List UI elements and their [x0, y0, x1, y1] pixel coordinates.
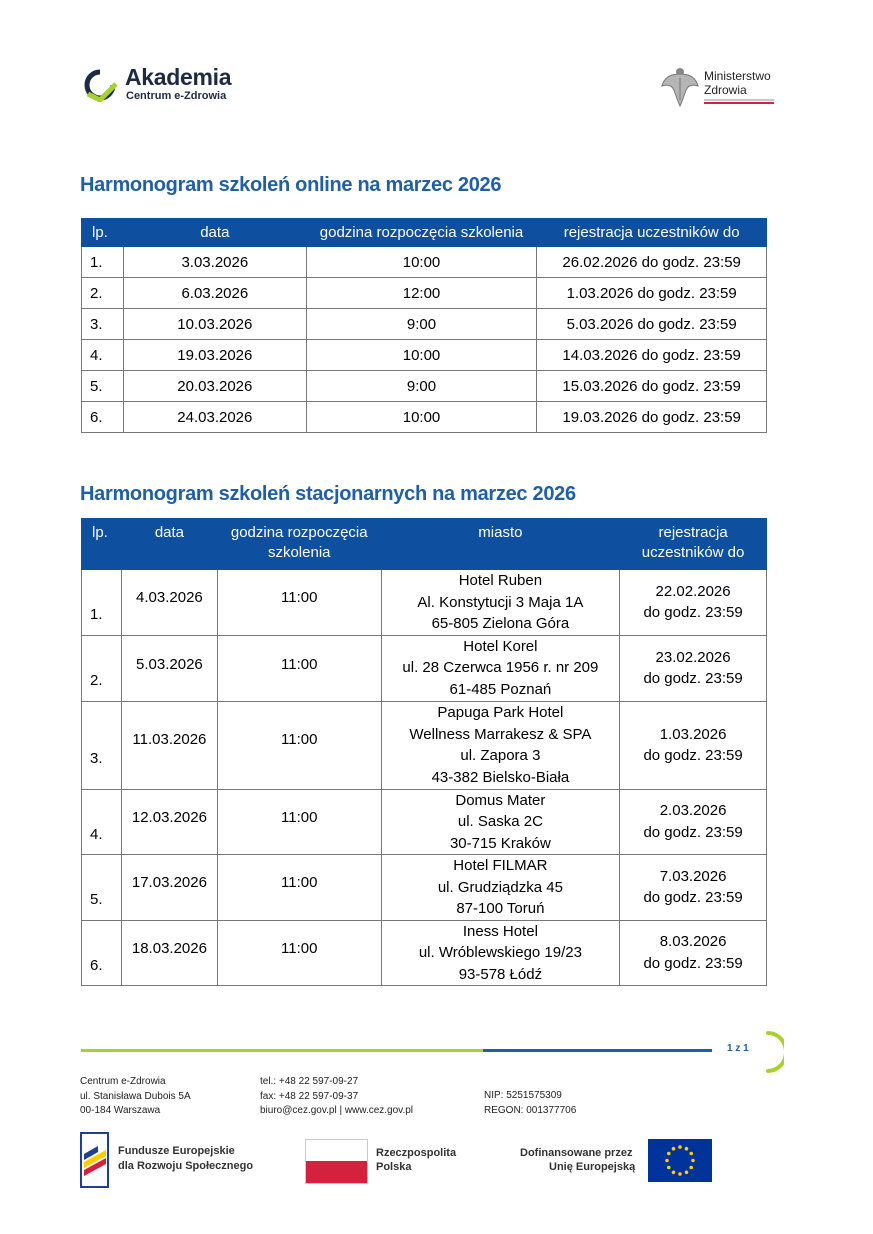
ue-text-line1: Dofinansowane przez [520, 1147, 633, 1159]
stationary-schedule-title: Harmonogram szkoleń stacjonarnych na marzec 2026 [80, 483, 576, 505]
registration-date: 2.03.2026 [659, 802, 727, 820]
row-date: 4.03.2026 [121, 570, 217, 636]
fe-text-line1: Fundusze Europejskie [118, 1145, 235, 1157]
table-row [82, 701, 767, 789]
footer-address [80, 1075, 191, 1119]
registration-date: 8.03.2026 [659, 933, 727, 951]
row-time: 12:00 [306, 278, 537, 309]
row-lp: 2. [82, 278, 124, 309]
footer-ids [484, 1089, 576, 1118]
ministry-red-bar [704, 102, 774, 104]
website-link[interactable]: www.cez.gov.pl [344, 1105, 414, 1116]
row-date: 24.03.2026 [123, 402, 306, 433]
venue-line: 43-382 Bielsko-Biała [431, 768, 570, 786]
row-lp: 1. [82, 247, 124, 278]
row-date: 10.03.2026 [123, 309, 306, 340]
header-city: miasto [381, 519, 620, 570]
header-date: data [121, 519, 217, 570]
eagle-emblem-icon [660, 64, 700, 108]
row-lp: 5. [82, 371, 124, 402]
row-registration: 14.03.2026 do godz. 23:59 [537, 340, 767, 371]
row-lp: 3. [82, 309, 124, 340]
row-date: 19.03.2026 [123, 340, 306, 371]
registration-time: do godz. 23:59 [643, 954, 743, 972]
table-row [82, 371, 767, 402]
table-row [82, 402, 767, 433]
rp-text-line1: Rzeczpospolita [376, 1147, 457, 1159]
venue-line: ul. Grudziądzka 45 [437, 878, 563, 896]
ministry-white-bar [704, 99, 774, 101]
row-registration: 15.03.2026 do godz. 23:59 [537, 371, 767, 402]
header-registration-line1: rejestracja [658, 524, 728, 541]
venue-line: ul. Wróblewskiego 19/23 [418, 944, 582, 961]
registration-time: do godz. 23:59 [643, 604, 743, 622]
row-date: 3.03.2026 [123, 247, 306, 278]
venue-line: Hotel FILMAR [453, 857, 548, 874]
row-time: 11:00 [217, 635, 381, 701]
row-venue [381, 789, 620, 855]
venue-line: 65-805 Zielona Góra [431, 615, 570, 632]
footer-divider-blue [483, 1049, 712, 1052]
row-time: 10:00 [306, 340, 537, 371]
footer-nip: NIP: 5251575309 [484, 1090, 562, 1101]
header-registration [620, 519, 767, 570]
akademia-logo-icon [82, 68, 118, 102]
header-lp: lp. [82, 519, 122, 570]
row-time: 11:00 [217, 855, 381, 921]
row-date: 12.03.2026 [121, 789, 217, 855]
row-lp: 5. [82, 855, 122, 921]
decorative-arc-icon [764, 1030, 784, 1074]
header-start-time [217, 519, 381, 570]
registration-time: do godz. 23:59 [643, 670, 743, 687]
row-registration [620, 570, 767, 636]
row-registration [620, 635, 767, 701]
table-row [82, 855, 767, 921]
row-time: 10:00 [306, 402, 537, 433]
header-registration: rejestracja uczestników do [537, 219, 767, 247]
footer-fax: fax: +48 22 597-09-37 [260, 1090, 359, 1102]
ministry-name-line1: Ministerstwo [704, 69, 771, 83]
venue-line: Domus Mater [455, 791, 546, 809]
venue-line: Hotel Ruben [458, 572, 543, 589]
row-registration: 19.03.2026 do godz. 23:59 [537, 402, 767, 433]
email-link[interactable]: biuro@cez.gov.pl [260, 1105, 337, 1116]
link-separator: | [336, 1105, 345, 1116]
akademia-title: Akademia [125, 64, 232, 90]
row-date: 17.03.2026 [121, 855, 217, 921]
registration-time: do godz. 23:59 [643, 823, 743, 841]
footer-city: 00-184 Warszawa [80, 1105, 161, 1116]
row-time: 11:00 [217, 701, 381, 789]
registration-time: do godz. 23:59 [643, 747, 743, 764]
row-registration: 1.03.2026 do godz. 23:59 [537, 278, 767, 309]
venue-line: ul. Saska 2C [457, 813, 543, 830]
table-row [82, 570, 767, 636]
row-lp: 3. [82, 701, 122, 789]
header-registration-line2: uczestników do [641, 544, 745, 561]
row-venue [381, 701, 620, 789]
fe-text-line2: dla Rozwoju Społecznego [118, 1160, 254, 1172]
row-date: 11.03.2026 [121, 701, 217, 789]
venue-line: 87-100 Toruń [456, 900, 545, 917]
ministry-logo [660, 64, 790, 110]
poland-flag-icon [305, 1139, 368, 1184]
row-lp: 4. [82, 340, 124, 371]
table-header-row [82, 519, 767, 570]
row-lp: 2. [82, 635, 122, 701]
venue-line: 93-578 Łódź [458, 965, 543, 983]
table-row [82, 340, 767, 371]
akademia-logo [82, 64, 282, 104]
header-start-time: godzina rozpoczęcia szkolenia [306, 219, 537, 247]
header-start-time-line1: godzina rozpoczęcia [230, 524, 368, 541]
row-time: 11:00 [217, 920, 381, 986]
header-date: data [123, 219, 306, 247]
venue-line: Hotel Korel [463, 637, 538, 655]
row-venue [381, 635, 620, 701]
online-schedule-table [81, 218, 767, 433]
footer-tel: tel.: +48 22 597-09-27 [260, 1076, 359, 1087]
eu-flag-icon [648, 1139, 712, 1182]
venue-line: 61-485 Poznań [449, 680, 552, 698]
ministry-name-line2: Zdrowia [704, 83, 747, 97]
footer-regon: REGON: 001377706 [484, 1104, 577, 1116]
table-row [82, 920, 767, 986]
row-date: 5.03.2026 [121, 635, 217, 701]
row-date: 6.03.2026 [123, 278, 306, 309]
venue-line: Papuga Park Hotel [437, 704, 564, 721]
venue-line: 30-715 Kraków [449, 834, 551, 852]
ue-text-line2: Unię Europejską [549, 1161, 636, 1173]
row-registration [620, 789, 767, 855]
registration-date: 1.03.2026 [659, 725, 727, 743]
row-venue [381, 570, 620, 636]
table-row [82, 278, 767, 309]
row-registration [620, 920, 767, 986]
row-date: 18.03.2026 [121, 920, 217, 986]
venue-line: ul. Zapora 3 [460, 747, 541, 764]
footer-street: ul. Stanisława Dubois 5A [80, 1090, 191, 1102]
header-start-time-line2: szkolenia [267, 544, 331, 561]
row-time: 11:00 [217, 570, 381, 636]
table-row [82, 309, 767, 340]
akademia-subtitle: Centrum e-Zdrowia [126, 90, 227, 102]
row-time: 11:00 [217, 789, 381, 855]
table-header-row [82, 219, 767, 247]
fundusze-europejskie-logo [80, 1132, 280, 1188]
venue-line: Al. Konstytucji 3 Maja 1A [417, 593, 584, 611]
row-registration [620, 701, 767, 789]
row-lp: 6. [82, 402, 124, 433]
registration-date: 23.02.2026 [655, 648, 731, 666]
table-row [82, 635, 767, 701]
stationary-schedule-table [81, 518, 767, 986]
row-lp: 1. [82, 570, 122, 636]
venue-line: ul. 28 Czerwca 1956 r. nr 209 [402, 659, 599, 677]
row-lp: 4. [82, 789, 122, 855]
venue-line: Wellness Marrakesz & SPA [409, 725, 592, 743]
footer-divider-green [81, 1049, 483, 1052]
row-time: 9:00 [306, 309, 537, 340]
table-row [82, 247, 767, 278]
page-number: 1 z 1 [727, 1043, 749, 1054]
row-time: 10:00 [306, 247, 537, 278]
row-registration: 26.02.2026 do godz. 23:59 [537, 247, 767, 278]
footer-links [260, 1104, 413, 1119]
row-registration: 5.03.2026 do godz. 23:59 [537, 309, 767, 340]
header-lp: lp. [82, 219, 124, 247]
row-venue [381, 855, 620, 921]
fundusze-europejskie-icon [80, 1132, 110, 1188]
registration-date: 7.03.2026 [659, 867, 727, 885]
rp-text-line2: Polska [376, 1161, 412, 1173]
row-venue [381, 920, 620, 986]
row-registration [620, 855, 767, 921]
row-lp: 6. [82, 920, 122, 986]
registration-time: do godz. 23:59 [643, 889, 743, 907]
footer-org: Centrum e-Zdrowia [80, 1076, 166, 1087]
table-row [82, 789, 767, 855]
footer-contact [260, 1075, 413, 1119]
row-date: 20.03.2026 [123, 371, 306, 402]
venue-line: Iness Hotel [462, 922, 538, 940]
registration-date: 22.02.2026 [655, 582, 731, 600]
online-schedule-title: Harmonogram szkoleń online na marzec 2026 [80, 174, 502, 196]
row-time: 9:00 [306, 371, 537, 402]
